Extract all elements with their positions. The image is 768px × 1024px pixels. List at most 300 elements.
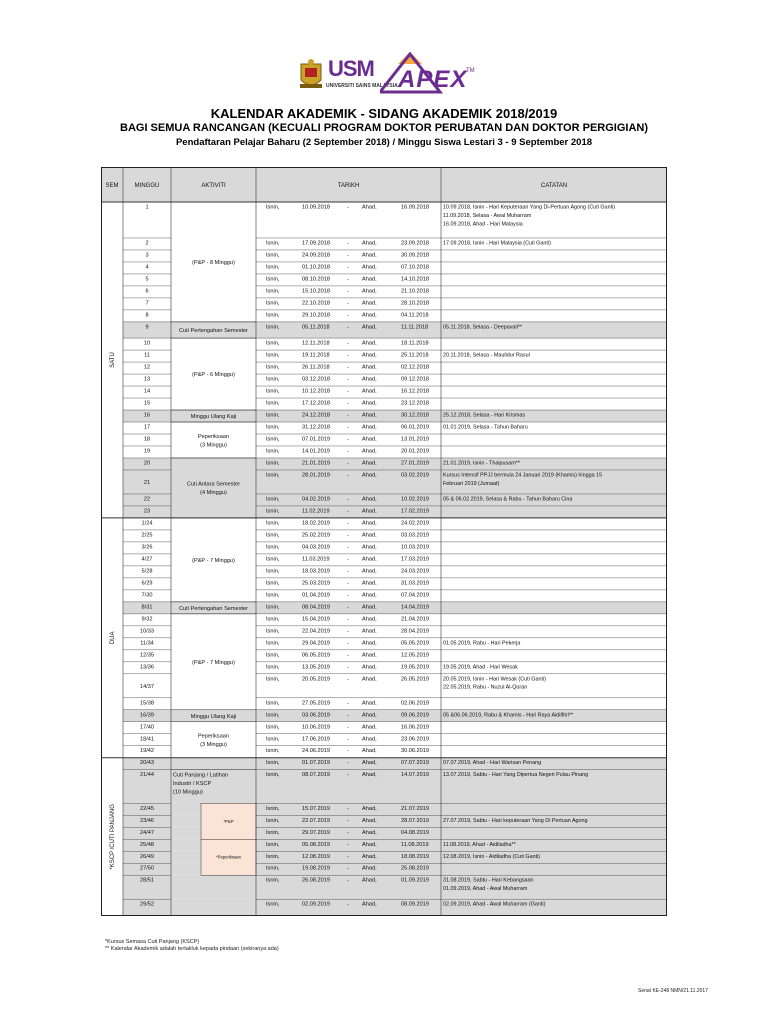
tarikh-end-date: 13.01.2019 — [401, 436, 429, 443]
week-number: 24/47 — [140, 829, 154, 836]
tarikh-day-end: Ahad, — [362, 460, 377, 467]
tarikh-end-date: 03.03.2019 — [401, 532, 429, 539]
tarikh-day-end: Ahad, — [362, 472, 377, 479]
tarikh-end-date: 16.06.2019 — [401, 724, 429, 731]
tarikh-day-end: Ahad, — [362, 748, 377, 755]
tarikh-separator: - — [347, 252, 349, 259]
catatan-note: 05.11.2018, Selasa - Deepavali** — [443, 324, 523, 331]
activity-label: Industri / KSCP — [173, 781, 212, 788]
tarikh-end-date: 17.03.2019 — [401, 556, 429, 563]
activity-label: Minggu Ulang Kaji — [190, 414, 237, 421]
tarikh-end-date: 23.12.2018 — [401, 400, 429, 407]
tarikh-separator: - — [347, 724, 349, 731]
tarikh-day-start: Isnin, — [266, 829, 280, 836]
tarikh-start-date: 01.07.2019 — [302, 760, 330, 767]
tarikh-day-end: Ahad, — [362, 628, 377, 635]
tarikh-day-end: Ahad, — [362, 640, 377, 647]
tarikh-separator: - — [347, 712, 349, 719]
tarikh-start-date: 05.08.2019 — [302, 841, 330, 848]
catatan-note: 11.08.2019, Ahad - Aidiladha** — [443, 841, 516, 848]
activity-label: Peperiksaan — [197, 433, 230, 440]
tarikh-day-start: Isnin, — [266, 340, 280, 347]
week-number: 4 — [145, 264, 149, 271]
catatan-note: 07.07.2019, Ahad - Hari Warisan Penang — [443, 760, 542, 767]
tarikh-end-date: 04.11.2018 — [401, 312, 429, 319]
week-number: 23 — [143, 508, 151, 515]
week-number: 2 — [145, 240, 149, 247]
tarikh-day-start: Isnin, — [266, 568, 280, 575]
tarikh-day-end: Ahad, — [362, 388, 377, 395]
week-number: 14 — [143, 388, 151, 395]
tarikh-end-date: 02.06.2019 — [401, 700, 429, 707]
logo-bar — [0, 50, 768, 102]
catatan-note: 22.05.2019, Rabu - Nuzul Al-Quran — [443, 684, 528, 691]
week-number: 4/27 — [141, 556, 153, 563]
tarikh-end-date: 28.10.2018 — [401, 300, 429, 307]
catatan-note: 25.12.2018, Selasa - Hari Krismas — [443, 412, 526, 419]
tarikh-day-end: Ahad, — [362, 817, 377, 824]
tarikh-separator: - — [347, 508, 349, 515]
column-header-catatan: CATATAN — [540, 183, 568, 189]
catatan-note: 16.09.2018, Ahad - Hari Malaysia — [443, 221, 523, 228]
tarikh-end-date: 07.07.2019 — [401, 760, 429, 767]
activity-label: Minggu Ulang Kaji — [190, 713, 237, 720]
catatan-note: Kursus Intensif PPJJ bermula 24 Januari 2019 (Khamis) hingga 15 — [443, 472, 603, 479]
tarikh-start-date: 04.02.2019 — [302, 496, 330, 503]
tarikh-separator: - — [347, 628, 349, 635]
tarikh-start-date: 29.10.2018 — [302, 312, 330, 319]
tarikh-day-start: Isnin, — [266, 877, 280, 884]
tarikh-day-start: Isnin, — [266, 841, 280, 848]
tarikh-day-start: Isnin, — [266, 676, 280, 683]
week-number: 1 — [145, 204, 149, 211]
tarikh-day-start: Isnin, — [266, 288, 280, 295]
week-number: 23/46 — [140, 817, 154, 824]
tarikh-separator: - — [347, 352, 349, 359]
tarikh-end-date: 25.08.2019 — [401, 865, 429, 872]
tarikh-day-start: Isnin, — [266, 376, 280, 383]
tarikh-separator: - — [347, 324, 349, 331]
tarikh-day-end: Ahad, — [362, 544, 377, 551]
tarikh-separator: - — [347, 556, 349, 563]
tarikh-day-end: Ahad, — [362, 712, 377, 719]
tarikh-end-date: 16.12.2018 — [401, 388, 429, 395]
tarikh-day-end: Ahad, — [362, 724, 377, 731]
tarikh-separator: - — [347, 400, 349, 407]
tarikh-end-date: 08.09.2019 — [401, 901, 429, 908]
tarikh-day-end: Ahad, — [362, 252, 377, 259]
tarikh-day-start: Isnin, — [266, 436, 280, 443]
tarikh-separator: - — [347, 616, 349, 623]
usm-logo-subtext: UNIVERSITI SAINS MALAYSIA — [326, 83, 398, 89]
tarikh-end-date: 18.08.2019 — [401, 853, 429, 860]
tarikh-separator: - — [347, 841, 349, 848]
tarikh-day-end: Ahad, — [362, 604, 377, 611]
week-number: 5 — [145, 276, 149, 283]
tarikh-separator: - — [347, 580, 349, 587]
catatan-note: 27.07.2019, Sabtu - Hari keputeraan Yang Di Pertuan Agong — [443, 817, 588, 824]
column-header-tarikh: TARIKH — [337, 183, 360, 189]
tarikh-day-end: Ahad, — [362, 841, 377, 848]
tarikh-day-start: Isnin, — [266, 805, 280, 812]
week-number: 5/28 — [141, 568, 153, 575]
tarikh-day-start: Isnin, — [266, 556, 280, 563]
tarikh-day-end: Ahad, — [362, 532, 377, 539]
footnote-amendment: ** Kalendar Akademik adalah tertakluk kepada pindaan (sekiranya ada) — [105, 946, 279, 952]
activity-label: Peperiksaan — [197, 733, 230, 740]
column-header-aktiviti: AKTIVITI — [201, 183, 226, 189]
tarikh-end-date: 21.07.2019 — [401, 805, 429, 812]
tarikh-day-end: Ahad, — [362, 376, 377, 383]
tarikh-day-end: Ahad, — [362, 424, 377, 431]
catatan-note: 05 & 06.02.2019, Selasa & Rabu - Tahun Baharu Cina — [443, 496, 573, 503]
tarikh-end-date: 09.06.2019 — [401, 712, 429, 719]
tarikh-day-start: Isnin, — [266, 324, 280, 331]
tarikh-separator: - — [347, 312, 349, 319]
tarikh-start-date: 10.06.2019 — [302, 724, 330, 731]
tarikh-day-end: Ahad, — [362, 592, 377, 599]
tarikh-start-date: 11.02.2019 — [302, 508, 330, 515]
tarikh-separator: - — [347, 424, 349, 431]
tarikh-start-date: 14.01.2019 — [302, 448, 330, 455]
tarikh-day-start: Isnin, — [266, 352, 280, 359]
tarikh-separator: - — [347, 364, 349, 371]
tarikh-day-end: Ahad, — [362, 760, 377, 767]
catatan-note: 02.09.2019, Ahad - Awal Muharram (Ganti) — [443, 901, 546, 908]
tarikh-end-date: 23.06.2019 — [401, 736, 429, 743]
tarikh-day-start: Isnin, — [266, 240, 280, 247]
tarikh-day-end: Ahad, — [362, 276, 377, 283]
tarikh-start-date: 27.05.2019 — [302, 700, 330, 707]
tarikh-separator: - — [347, 760, 349, 767]
tarikh-end-date: 10.02.2019 — [401, 496, 429, 503]
tarikh-day-start: Isnin, — [266, 628, 280, 635]
week-number: 7 — [145, 300, 149, 307]
week-number: 10 — [143, 340, 151, 347]
tarikh-separator: - — [347, 640, 349, 647]
tarikh-separator: - — [347, 676, 349, 683]
tarikh-separator: - — [347, 376, 349, 383]
tarikh-start-date: 03.12.2018 — [302, 376, 330, 383]
tarikh-day-start: Isnin, — [266, 748, 280, 755]
catatan-note: 10.09.2018, Isnin - Hari Keputeraan Yang Di-Pertuan Agong (Cuti Ganti) — [443, 204, 616, 211]
tarikh-start-date: 06.05.2019 — [302, 652, 330, 659]
tarikh-day-end: Ahad, — [362, 436, 377, 443]
week-number: 16/39 — [140, 712, 154, 719]
tarikh-start-date: 08.07.2019 — [302, 772, 330, 779]
tarikh-end-date: 02.12.2018 — [401, 364, 429, 371]
week-number: 27/50 — [140, 865, 154, 872]
tarikh-end-date: 09.12.2018 — [401, 376, 429, 383]
tarikh-separator: - — [347, 532, 349, 539]
tarikh-end-date: 12.05.2019 — [401, 652, 429, 659]
week-number: 22/45 — [140, 805, 154, 812]
week-number: 18 — [143, 436, 151, 443]
tarikh-end-date: 24.02.2019 — [401, 520, 429, 527]
tarikh-day-start: Isnin, — [266, 640, 280, 647]
tarikh-day-end: Ahad, — [362, 616, 377, 623]
week-number: 25/48 — [140, 841, 154, 848]
tarikh-day-start: Isnin, — [266, 460, 280, 467]
tarikh-day-start: Isnin, — [266, 901, 280, 908]
apex-tm-mark: TM — [466, 68, 475, 74]
week-number: 15 — [143, 400, 151, 407]
week-number: 12/35 — [140, 652, 154, 659]
tarikh-end-date: 26.05.2019 — [401, 676, 429, 683]
tarikh-end-date: 18.11.2018 — [401, 340, 429, 347]
tarikh-day-start: Isnin, — [266, 604, 280, 611]
tarikh-separator: - — [347, 772, 349, 779]
tarikh-day-end: Ahad, — [362, 772, 377, 779]
week-number: 22 — [143, 496, 151, 503]
week-number: 10/33 — [140, 628, 154, 635]
tarikh-day-end: Ahad, — [362, 340, 377, 347]
tarikh-separator: - — [347, 817, 349, 824]
week-number: 3/26 — [141, 544, 153, 551]
tarikh-day-start: Isnin, — [266, 472, 280, 479]
tarikh-end-date: 17.02.2019 — [401, 508, 429, 515]
tarikh-start-date: 12.08.2019 — [302, 853, 330, 860]
tarikh-separator: - — [347, 805, 349, 812]
tarikh-day-end: Ahad, — [362, 204, 377, 211]
kscp-box-label: *P&P — [223, 818, 234, 824]
tarikh-separator: - — [347, 829, 349, 836]
tarikh-end-date: 21.04.2019 — [401, 616, 429, 623]
tarikh-day-start: Isnin, — [266, 448, 280, 455]
senat-reference: Senat KE-248 NMN/21.11.2017 — [638, 988, 708, 994]
week-number: 21 — [143, 479, 151, 486]
tarikh-day-start: Isnin, — [266, 712, 280, 719]
tarikh-day-start: Isnin, — [266, 388, 280, 395]
tarikh-start-date: 15.04.2019 — [302, 616, 330, 623]
tarikh-end-date: 14.07.2019 — [401, 772, 429, 779]
row-shade — [123, 899, 667, 916]
tarikh-start-date: 21.01.2019 — [302, 460, 330, 467]
tarikh-separator: - — [347, 448, 349, 455]
tarikh-separator: - — [347, 240, 349, 247]
tarikh-day-start: Isnin, — [266, 592, 280, 599]
row-shade — [123, 875, 667, 899]
academic-calendar-table — [101, 167, 667, 916]
tarikh-start-date: 18.03.2019 — [302, 568, 330, 575]
tarikh-start-date: 29.07.2019 — [302, 829, 330, 836]
tarikh-day-start: Isnin, — [266, 700, 280, 707]
tarikh-day-end: Ahad, — [362, 556, 377, 563]
tarikh-start-date: 12.11.2018 — [302, 340, 330, 347]
tarikh-start-date: 19.11.2018 — [302, 352, 330, 359]
tarikh-day-end: Ahad, — [362, 853, 377, 860]
tarikh-end-date: 27.01.2019 — [401, 460, 429, 467]
tarikh-end-date: 28.04.2019 — [401, 628, 429, 635]
tarikh-day-start: Isnin, — [266, 424, 280, 431]
week-number: 20/43 — [140, 760, 154, 767]
tarikh-day-start: Isnin, — [266, 760, 280, 767]
tarikh-day-end: Ahad, — [362, 652, 377, 659]
catatan-note: 21.01.2019, Isnin - Thaipusam** — [443, 460, 520, 467]
semester-label: *KSCP /CUTI PANJANG — [110, 804, 116, 870]
week-number: 8/31 — [141, 604, 153, 611]
tarikh-start-date: 07.01.2019 — [302, 436, 330, 443]
row-shade — [123, 506, 667, 518]
tarikh-end-date: 23.09.2018 — [401, 240, 429, 247]
week-number: 16 — [143, 412, 151, 419]
catatan-note: 11.09.2018, Selasa - Awal Muharram — [443, 212, 532, 219]
tarikh-end-date: 30.06.2019 — [401, 748, 429, 755]
column-header-minggu: MINGGU — [134, 183, 160, 189]
activity-label: (P&P - 7 Minggu) — [192, 659, 235, 666]
tarikh-day-end: Ahad, — [362, 664, 377, 671]
week-number: 19 — [143, 448, 151, 455]
tarikh-start-date: 05.11.2018 — [302, 324, 330, 331]
activity-label: (4 Minggu) — [200, 490, 227, 497]
tarikh-day-end: Ahad, — [362, 676, 377, 683]
catatan-note: 17.09.2018, Isnin - Hari Malaysia (Cuti Ganti) — [443, 240, 551, 247]
tarikh-day-start: Isnin, — [266, 817, 280, 824]
tarikh-separator: - — [347, 276, 349, 283]
activity-label: Cuti Pertengahan Semester — [178, 605, 249, 612]
activity-label: (P&P - 7 Minggu) — [192, 557, 235, 564]
tarikh-day-start: Isnin, — [266, 264, 280, 271]
tarikh-separator: - — [347, 520, 349, 527]
tarikh-start-date: 28.01.2019 — [302, 472, 330, 479]
week-number: 13/36 — [140, 664, 154, 671]
apex-logo-text: APEX — [398, 66, 468, 93]
semester-label: SATU — [110, 352, 116, 368]
tarikh-day-end: Ahad, — [362, 352, 377, 359]
tarikh-separator: - — [347, 472, 349, 479]
tarikh-start-date: 22.07.2019 — [302, 817, 330, 824]
tarikh-separator: - — [347, 901, 349, 908]
tarikh-separator: - — [347, 652, 349, 659]
week-number: 17 — [143, 424, 151, 431]
tarikh-day-end: Ahad, — [362, 865, 377, 872]
page-title: KALENDAR AKADEMIK - SIDANG AKADEMIK 2018/2019 — [210, 106, 558, 121]
tarikh-day-start: Isnin, — [266, 400, 280, 407]
tarikh-separator: - — [347, 604, 349, 611]
tarikh-start-date: 10.09.2018 — [302, 204, 330, 211]
registration-note: Pendaftaran Pelajar Baharu (2 September 2018) / Minggu Siswa Lestari 3 - 9 September 2018 — [175, 137, 593, 148]
tarikh-separator: - — [347, 264, 349, 271]
header-row-bg — [101, 167, 667, 202]
tarikh-end-date: 31.03.2019 — [401, 580, 429, 587]
tarikh-start-date: 29.04.2019 — [302, 640, 330, 647]
week-number: 26/49 — [140, 853, 154, 860]
tarikh-day-start: Isnin, — [266, 204, 280, 211]
tarikh-day-start: Isnin, — [266, 652, 280, 659]
tarikh-separator: - — [347, 568, 349, 575]
tarikh-day-end: Ahad, — [362, 508, 377, 515]
tarikh-end-date: 14.10.2018 — [401, 276, 429, 283]
catatan-note: 12.08.2019, Isnin - Aidiladha (Cuti Ganti) — [443, 853, 541, 860]
tarikh-separator: - — [347, 664, 349, 671]
tarikh-separator: - — [347, 544, 349, 551]
tarikh-start-date: 31.12.2018 — [302, 424, 330, 431]
tarikh-day-start: Isnin, — [266, 736, 280, 743]
activity-label: (3 Minggu) — [200, 741, 227, 748]
tarikh-start-date: 08.10.2018 — [302, 276, 330, 283]
tarikh-day-end: Ahad, — [362, 288, 377, 295]
tarikh-start-date: 20.05.2019 — [302, 676, 330, 683]
tarikh-end-date: 04.08.2019 — [401, 829, 429, 836]
week-number: 18/41 — [140, 736, 154, 743]
tarikh-day-end: Ahad, — [362, 448, 377, 455]
week-number: 8 — [145, 312, 149, 319]
tarikh-end-date: 16.09.2018 — [401, 204, 429, 211]
week-number: 21/44 — [140, 772, 154, 779]
tarikh-end-date: 03.02.2019 — [401, 472, 429, 479]
page-subtitle: BAGI SEMUA RANCANGAN (KECUALI PROGRAM DOKTOR PERUBATAN DAN DOKTOR PERGIGIAN) — [120, 122, 648, 134]
tarikh-separator: - — [347, 340, 349, 347]
tarikh-start-date: 01.10.2018 — [302, 264, 330, 271]
tarikh-day-start: Isnin, — [266, 412, 280, 419]
tarikh-start-date: 25.03.2019 — [302, 580, 330, 587]
activity-label: (3 Minggu) — [200, 442, 227, 449]
tarikh-start-date: 15.10.2018 — [302, 288, 330, 295]
tarikh-end-date: 10.03.2019 — [401, 544, 429, 551]
week-number: 29/52 — [140, 901, 154, 908]
tarikh-separator: - — [347, 877, 349, 884]
tarikh-separator: - — [347, 460, 349, 467]
week-number: 17/40 — [140, 724, 154, 731]
week-number: 12 — [143, 364, 151, 371]
tarikh-separator: - — [347, 204, 349, 211]
tarikh-day-start: Isnin, — [266, 616, 280, 623]
tarikh-start-date: 01.04.2019 — [302, 592, 330, 599]
tarikh-end-date: 07.10.2018 — [401, 264, 429, 271]
tarikh-day-start: Isnin, — [266, 580, 280, 587]
column-header-sem: SEM — [105, 183, 119, 189]
tarikh-start-date: 25.02.2019 — [302, 532, 330, 539]
tarikh-start-date: 22.10.2018 — [302, 300, 330, 307]
catatan-note: 01.05.2019, Rabu - Hari Pekerja — [443, 640, 521, 647]
tarikh-end-date: 06.01.2019 — [401, 424, 429, 431]
week-number: 3 — [145, 252, 149, 259]
tarikh-end-date: 24.03.2019 — [401, 568, 429, 575]
tarikh-day-end: Ahad, — [362, 901, 377, 908]
week-number: 19/42 — [140, 748, 154, 755]
catatan-note: 05 &06.06.2019, Rabu & Khamis - Hari Raya Aidilfitri** — [443, 712, 574, 719]
tarikh-separator: - — [347, 436, 349, 443]
tarikh-start-date: 08.04.2019 — [302, 604, 330, 611]
week-number: 6 — [145, 288, 149, 295]
tarikh-day-end: Ahad, — [362, 240, 377, 247]
tarikh-end-date: 14.04.2019 — [401, 604, 429, 611]
tarikh-day-end: Ahad, — [362, 568, 377, 575]
tarikh-day-start: Isnin, — [266, 772, 280, 779]
catatan-note: 19.05.2019, Ahad - Hari Wesak — [443, 664, 518, 671]
activity-label: Cuti Pertengahan Semester — [178, 327, 249, 334]
tarikh-separator: - — [347, 592, 349, 599]
row-shade — [123, 458, 667, 470]
semester-label: DUA — [110, 631, 116, 645]
week-number: 6/29 — [141, 580, 153, 587]
tarikh-day-start: Isnin, — [266, 865, 280, 872]
tarikh-day-start: Isnin, — [266, 853, 280, 860]
tarikh-day-start: Isnin, — [266, 532, 280, 539]
catatan-note: 01.01.2019, Selasa - Tahun Baharu — [443, 424, 528, 431]
week-number: 9/32 — [141, 616, 153, 623]
tarikh-end-date: 01.09.2019 — [401, 877, 429, 884]
activity-label: Cuti Antara Semester — [186, 481, 241, 488]
tarikh-day-end: Ahad, — [362, 412, 377, 419]
tarikh-day-start: Isnin, — [266, 520, 280, 527]
week-number: 15/38 — [140, 700, 154, 707]
tarikh-day-end: Ahad, — [362, 264, 377, 271]
tarikh-separator: - — [347, 700, 349, 707]
tarikh-day-end: Ahad, — [362, 805, 377, 812]
tarikh-day-end: Ahad, — [362, 736, 377, 743]
tarikh-separator: - — [347, 736, 349, 743]
